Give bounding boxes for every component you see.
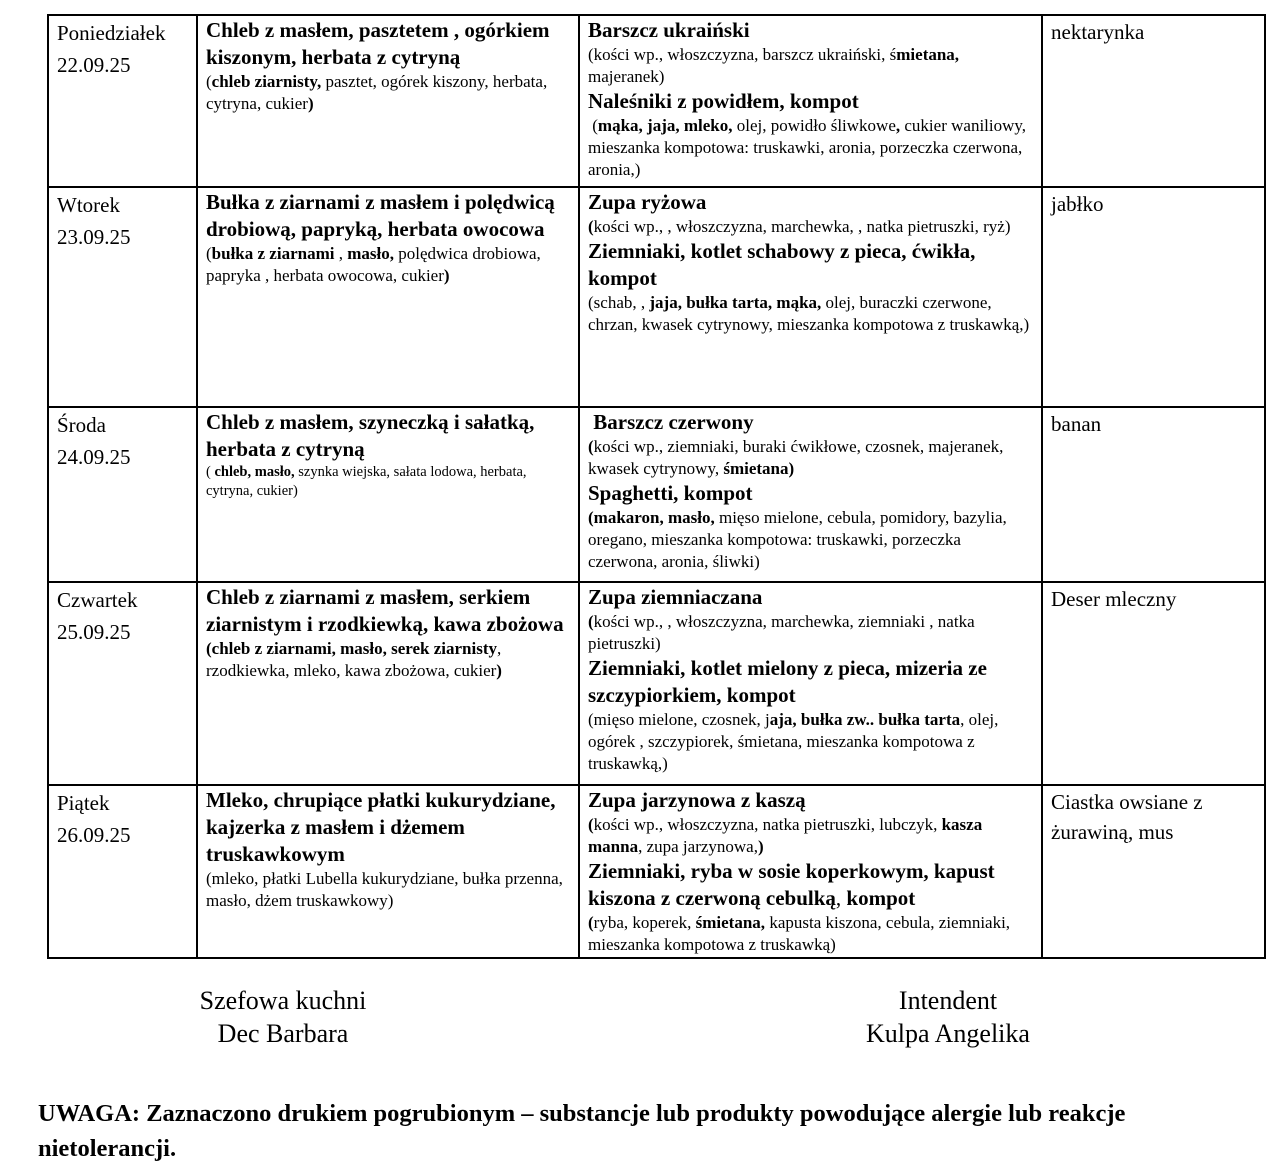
text-run: (makaron, masło, <box>588 508 715 527</box>
text-run: Zupa jarzynowa z kaszą <box>588 788 806 812</box>
lunch-cell <box>579 582 1042 785</box>
meal-paragraph <box>588 858 1033 912</box>
text-run: kompot <box>846 886 916 910</box>
meal-paragraph <box>588 88 1033 115</box>
text-run: ( <box>588 913 594 932</box>
meal-paragraph <box>206 638 570 682</box>
day-cell <box>48 407 197 582</box>
text-run: ( <box>588 217 594 236</box>
dessert-cell <box>1042 15 1265 187</box>
text-run: ) <box>496 661 502 680</box>
text-run: (schab, , <box>588 293 650 312</box>
meal-paragraph <box>588 611 1033 655</box>
meal-paragraph <box>588 292 1033 336</box>
day-date: 25.09.25 <box>57 620 131 644</box>
text-run: kości wp., , włoszczyzna, marchewka, ziemniaki , natka pietruszki) <box>588 612 975 653</box>
text-run: Barszcz ukraiński <box>588 18 750 42</box>
text-run: , zupa jarzynowa, <box>638 837 758 856</box>
menu-table <box>47 14 1266 959</box>
text-run: (kości wp., włoszczyzna, barszcz ukraiński, ś <box>588 45 897 64</box>
day-name: Środa <box>57 413 106 437</box>
meal-paragraph <box>588 584 1033 611</box>
dessert-cell <box>1042 407 1265 582</box>
meal-paragraph <box>588 480 1033 507</box>
meal-paragraph <box>588 115 1033 181</box>
meal-paragraph <box>588 507 1033 573</box>
dessert-cell <box>1042 785 1265 958</box>
meal-paragraph <box>588 814 1033 858</box>
text-run: olej, buraczki czerwone, chrzan, kwasek cytrynowy, mieszanka kompotowa z truskawką,) <box>588 293 1030 334</box>
meal-paragraph <box>588 436 1033 480</box>
dessert-label: nektarynka <box>1051 20 1145 44</box>
meal-paragraph <box>206 243 570 287</box>
day-cell <box>48 187 197 407</box>
day-name: Wtorek <box>57 193 120 217</box>
meal-paragraph <box>588 44 1033 88</box>
text-run: Chleb z masłem, szyneczką i sałatką, herbata z cytryną <box>206 410 535 461</box>
meal-paragraph <box>588 912 1033 956</box>
text-run: Ziemniaki, ryba w sosie koperkowym, kapust kiszona z czerwoną cebulką <box>588 859 995 910</box>
text-run: polędwica drobiowa, papryka , herbata owocowa, cukier <box>206 244 541 285</box>
text-run: śmietana, <box>695 913 766 932</box>
text-run: Ziemniaki, kotlet mielony z pieca, mizeria ze szczypiorkiem, kompot <box>588 656 987 707</box>
text-run: Chleb z ziarnami z masłem, serkiem ziarnistym i rzodkiewką, kawa zbożowa <box>206 585 564 636</box>
text-run: chleb ziarnisty, <box>211 72 322 91</box>
text-run: bułka z ziarnami <box>211 244 335 263</box>
meal-paragraph <box>206 584 570 638</box>
text-run: ) <box>757 837 764 856</box>
text-run: kości wp., włoszczyzna, natka pietruszki, lubczyk, <box>593 815 942 834</box>
text-run: kapusta kiszona, cebula, ziemniaki, mieszanka kompotowa z truskawką) <box>588 913 1011 954</box>
table-row <box>48 15 1265 187</box>
text-run: mąka, jaja, mleko, <box>597 116 733 135</box>
table-row <box>48 785 1265 958</box>
day-cell <box>48 785 197 958</box>
text-run: , <box>334 244 348 263</box>
text-run: szynka wiejska, sałata lodowa, herbata, cytryna, cukier) <box>206 464 527 499</box>
dessert-cell <box>1042 582 1265 785</box>
meal-paragraph <box>206 17 570 71</box>
text-run: (mleko, płatki Lubella kukurydziane, bułka przenna, masło, dżem truskawkowy) <box>206 869 563 910</box>
allergen-note-line-1: UWAGA: Zaznaczono drukiem pogrubionym – substancje lub produkty powodujące alergie lub reakcje <box>38 1100 1126 1127</box>
meal-paragraph <box>588 709 1033 775</box>
meal-paragraph <box>588 189 1033 216</box>
day-cell <box>48 582 197 785</box>
text-run: ( <box>206 72 212 91</box>
breakfast-cell <box>197 785 579 958</box>
meal-paragraph <box>588 409 1033 436</box>
text-run: pasztet, ogórek kiszony, herbata, cytryna, cukier <box>206 72 548 113</box>
day-cell <box>48 15 197 187</box>
text-run: majeranek) <box>588 67 665 86</box>
day-date: 22.09.25 <box>57 53 131 77</box>
text-run: Ziemniaki, kotlet schabowy z pieca, ćwikła, kompot <box>588 239 976 290</box>
dessert-label: jabłko <box>1051 192 1104 216</box>
day-name: Piątek <box>57 791 110 815</box>
day-date: 24.09.25 <box>57 445 131 469</box>
text-run: kości wp., ziemniaki, buraki ćwikłowe, czosnek, majeranek, kwasek cytrynowy, <box>588 437 1004 478</box>
breakfast-cell <box>197 582 579 785</box>
text-run: ( <box>588 437 594 456</box>
text-run: ( <box>206 244 212 263</box>
lunch-cell <box>579 15 1042 187</box>
meal-paragraph <box>206 463 570 501</box>
text-run: ) <box>443 266 450 285</box>
text-run: śmietana) <box>723 459 795 478</box>
meal-paragraph <box>206 787 570 868</box>
day-date: 26.09.25 <box>57 823 131 847</box>
text-run: aja, bułka zw.. bułka tarta <box>769 710 961 729</box>
text-run: mięso mielone, cebula, pomidory, bazylia, oregano, mieszanka kompotowa: truskawki, porzeczka czerwona, aronia, śliwki) <box>588 508 1007 571</box>
table-row <box>48 582 1265 785</box>
text-run: Naleśniki z powidłem, kompot <box>588 89 859 113</box>
text-run: ( <box>206 464 215 480</box>
meal-paragraph <box>588 238 1033 292</box>
intendent-name: Kulpa Angelika <box>866 1019 1030 1048</box>
text-run: mietana, <box>896 45 960 64</box>
table-body <box>48 15 1265 958</box>
text-run: ) <box>307 94 314 113</box>
text-run: Bułka z ziarnami z masłem i polędwicą drobiową, papryką, herbata owocowa <box>206 190 555 241</box>
text-run: chleb, masło, <box>214 464 295 480</box>
meal-paragraph <box>206 409 570 463</box>
dessert-label: Deser mleczny <box>1051 587 1177 611</box>
text-run: Mleko, chrupiące płatki kukurydziane, kajzerka z masłem i dżemem truskawkowym <box>206 788 556 866</box>
text-run: Zupa ziemniaczana <box>588 585 763 609</box>
text-run: jaja, bułka tarta, mąka, <box>649 293 822 312</box>
text-run: , rzodkiewka, mleko, kawa zbożowa, cukier <box>206 639 502 680</box>
breakfast-cell <box>197 15 579 187</box>
text-run: Barszcz czerwony <box>588 410 754 434</box>
lunch-cell <box>579 407 1042 582</box>
chef-name: Dec Barbara <box>217 1019 349 1048</box>
text-run: , <box>835 886 847 910</box>
text-run: ( <box>588 815 594 834</box>
meal-paragraph <box>206 189 570 243</box>
meal-paragraph <box>206 868 570 912</box>
day-name: Poniedziałek <box>57 21 166 45</box>
text-run: (chleb z ziarnami, masło, serek ziarnisty <box>206 639 498 658</box>
text-run: , <box>895 116 901 135</box>
breakfast-cell <box>197 187 579 407</box>
text-run: Spaghetti, kompot <box>588 481 753 505</box>
day-date: 23.09.25 <box>57 225 131 249</box>
breakfast-cell <box>197 407 579 582</box>
table-row <box>48 407 1265 582</box>
dessert-label: banan <box>1051 412 1102 436</box>
chef-title: Szefowa kuchni <box>199 986 367 1015</box>
text-run: (mięso mielone, czosnek, j <box>588 710 770 729</box>
text-run: olej, powidło śliwkowe <box>732 116 896 135</box>
text-run: cukier waniliowy, mieszanka kompotowa: truskawki, aronia, porzeczka czerwona, aronia,) <box>588 116 1027 179</box>
table-row <box>48 187 1265 407</box>
meal-paragraph <box>588 216 1033 238</box>
meal-paragraph <box>588 17 1033 44</box>
day-name: Czwartek <box>57 588 138 612</box>
meal-paragraph <box>588 655 1033 709</box>
meal-paragraph <box>588 787 1033 814</box>
intendent-title: Intendent <box>898 986 998 1015</box>
text-run: Zupa ryżowa <box>588 190 707 214</box>
intendent-signature <box>818 984 1078 1050</box>
text-run: kości wp., , włoszczyzna, marchewka, , natka pietruszki, ryż) <box>593 217 1011 236</box>
text-run: masło, <box>347 244 394 263</box>
text-run: ryba, koperek, <box>593 913 696 932</box>
dessert-cell <box>1042 187 1265 407</box>
allergen-note-line-2: nietolerancji. <box>38 1135 177 1162</box>
lunch-cell <box>579 785 1042 958</box>
text-run: ( <box>588 612 594 631</box>
meal-paragraph <box>206 71 570 115</box>
text-run: Chleb z masłem, pasztetem , ogórkiem kiszonym, herbata z cytryną <box>206 18 550 69</box>
text-run: ( <box>588 116 598 135</box>
text-run: , olej, ogórek , szczypiorek, śmietana, mieszanka kompotowa z truskawką,) <box>588 710 999 773</box>
text-run: kasza manna <box>588 815 983 856</box>
lunch-cell <box>579 187 1042 407</box>
chef-signature <box>153 984 413 1050</box>
allergen-note <box>38 1096 1228 1166</box>
dessert-label: Ciastka owsiane z żurawiną, mus <box>1051 790 1203 844</box>
